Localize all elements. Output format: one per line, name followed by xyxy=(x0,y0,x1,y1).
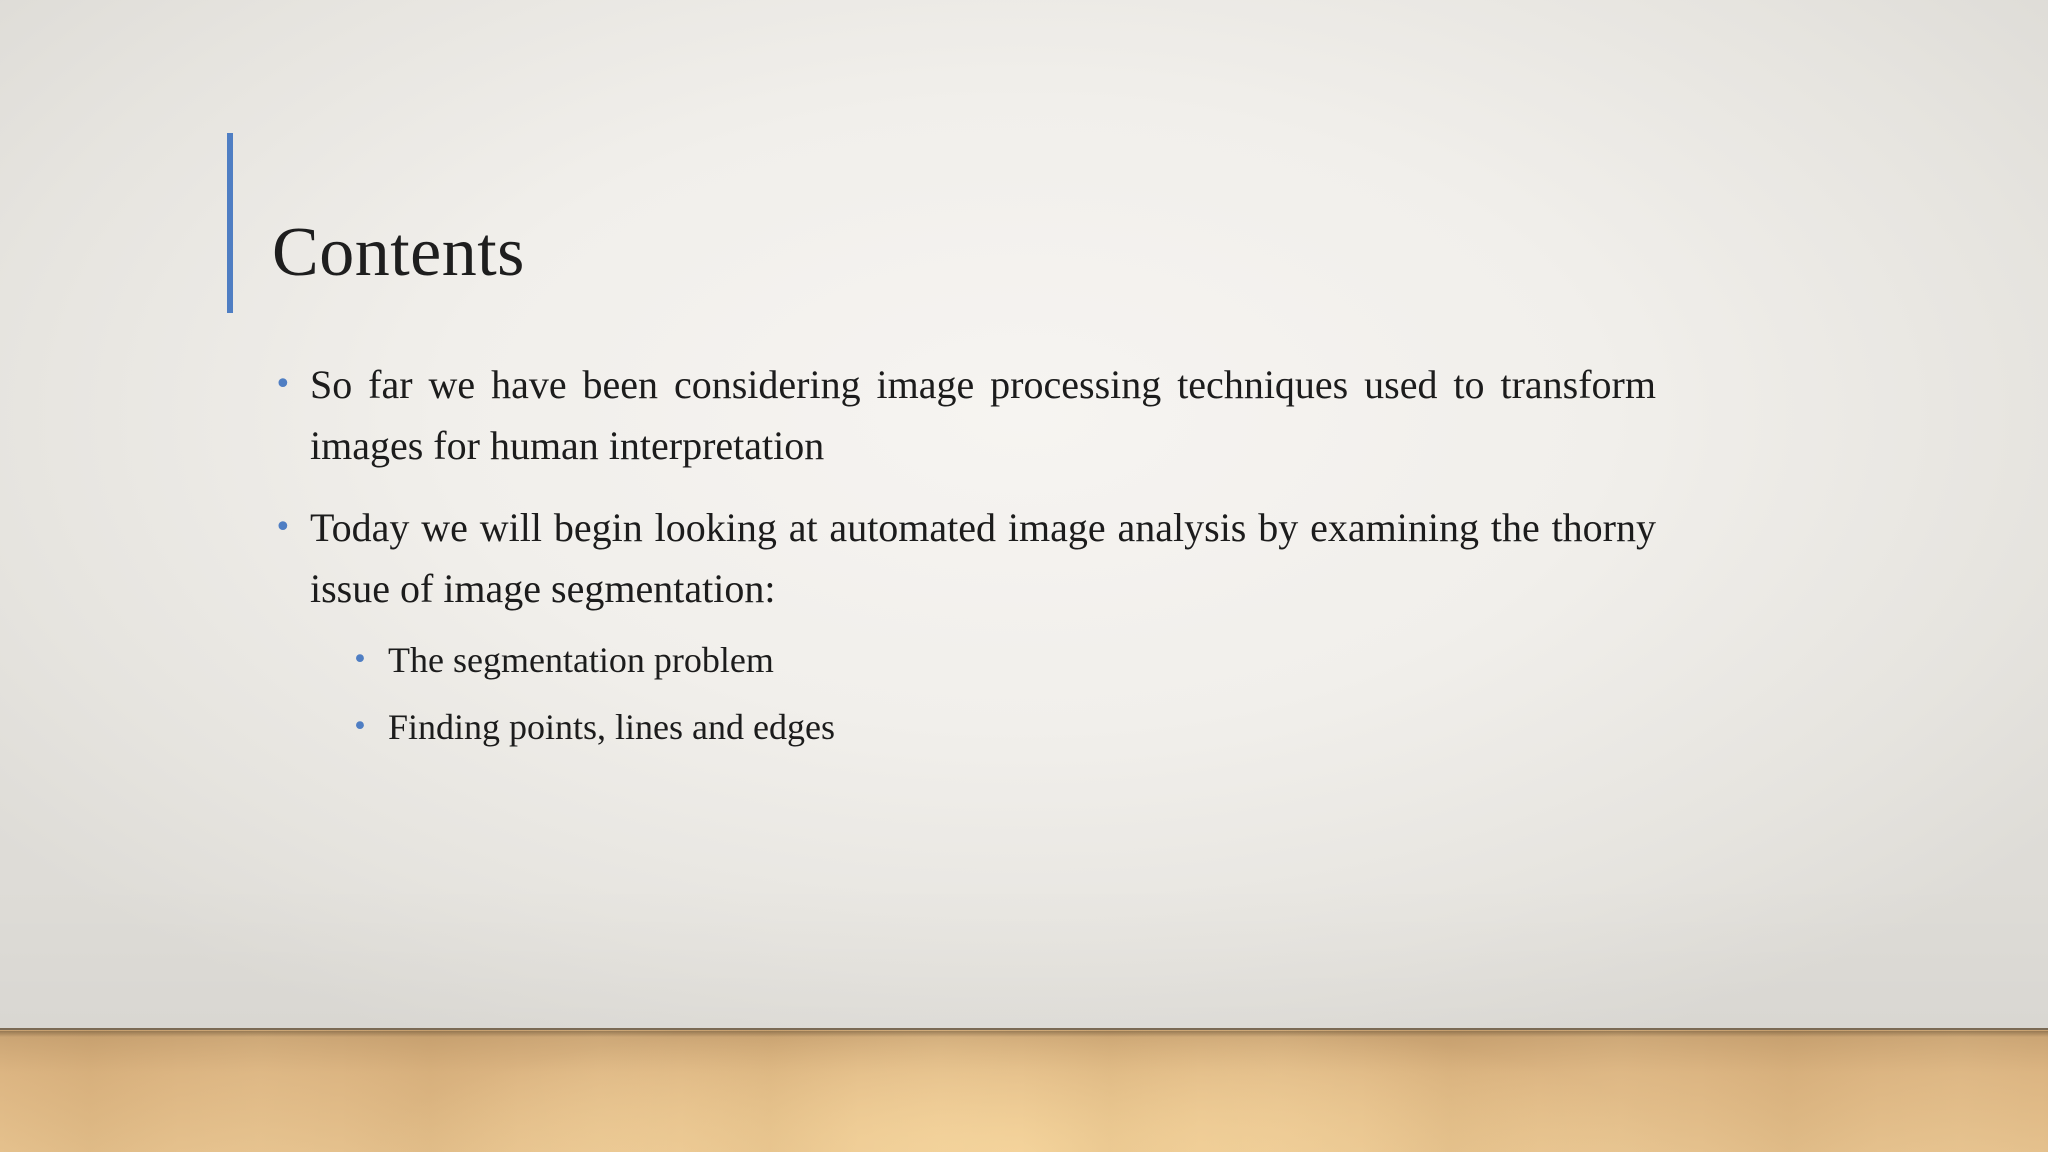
bullet-item xyxy=(272,497,1656,619)
sub-bullet-list xyxy=(272,634,1656,753)
wood-floor xyxy=(0,1030,2048,1152)
wall-shadow xyxy=(0,880,2048,1030)
sub-bullet-text: The segmentation problem xyxy=(388,640,774,680)
sub-bullet-item xyxy=(272,634,1656,686)
title-accent-bar xyxy=(227,133,233,313)
sub-bullet-icon: • xyxy=(352,711,368,742)
bullet-icon: • xyxy=(274,510,292,545)
bullet-text: So far we have been considering image processing techniques used to transform images for human interpretation xyxy=(310,362,1656,468)
sub-bullet-item xyxy=(272,701,1656,753)
slide-body xyxy=(272,354,1656,768)
sub-bullet-text: Finding points, lines and edges xyxy=(388,707,835,747)
bullet-item xyxy=(272,354,1656,476)
bullet-icon: • xyxy=(274,367,292,402)
floor-shadow xyxy=(0,1031,2048,1037)
slide-title: Contents xyxy=(272,214,525,291)
sub-bullet-icon: • xyxy=(352,644,368,675)
bullet-text: Today we will begin looking at automated image analysis by examining the thorny issue of image segmentation: xyxy=(310,505,1656,611)
